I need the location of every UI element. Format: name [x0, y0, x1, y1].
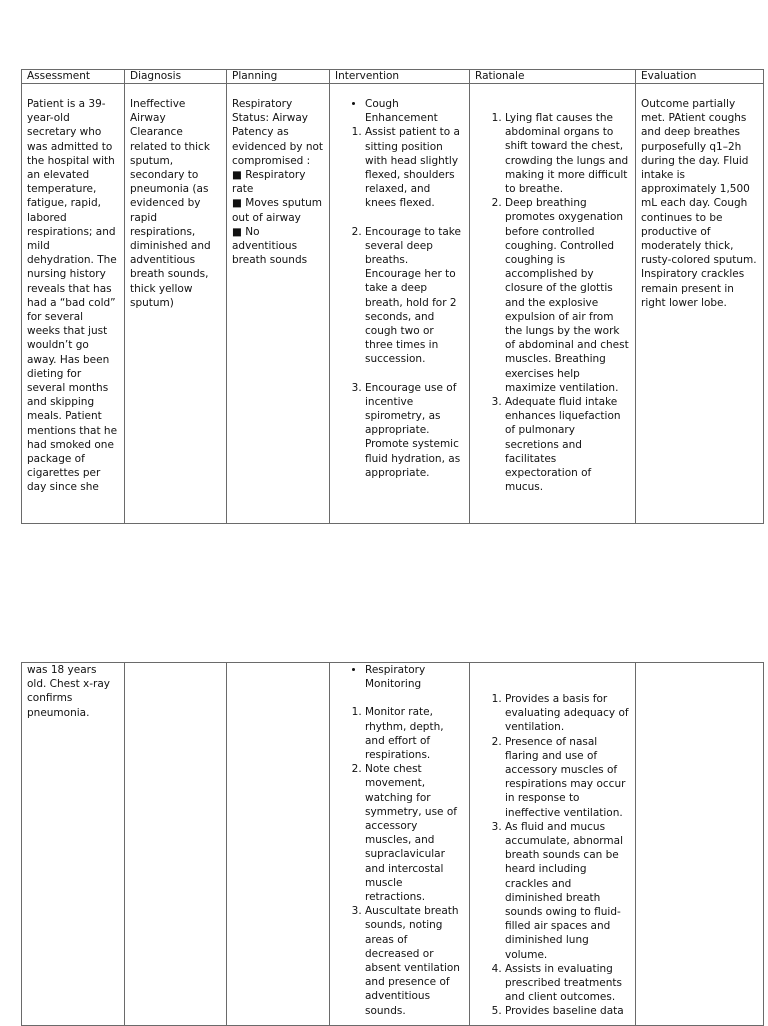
planning-cell [227, 84, 330, 524]
diagnosis-cell [125, 84, 227, 524]
intervention-cell [330, 84, 470, 524]
evaluation-cell [636, 84, 764, 524]
intervention-heading-list [335, 97, 464, 125]
header-planning: Planning [227, 70, 330, 84]
rationale-list [475, 692, 630, 1019]
assessment-text: Patient is a 39-year-old secretary who was admitted to the hospital with an elevated temperature, fatigue, rapid, labored respirations; and mild dehydration. The nursing history reveals that has had a “bad cold” for several weeks that just wouldn’t go away. Has been dieting for several months and skipping meals. Patient mentions that he had smoked one package of cigarettes per day since she [27, 98, 118, 494]
intervention-list [335, 125, 464, 480]
planning-item: ■ Respiratory rate [232, 169, 306, 196]
evaluation-text: Outcome partially met. PAtient coughs and deep breathes purposefully q1–2h during the day. Fluid intake is approximately 1,500 mL each day. Cough continues to be productive of moderately thick, rusty-colored sputum. Inspiratory crackles remain present in right lower lobe. [641, 98, 757, 309]
table-row [22, 84, 764, 524]
intervention-item: 3. Encourage use of incentive spirometry, as appropriate. Promote systemic fluid hydration, as appropriate. [365, 381, 464, 480]
assessment-cell [22, 84, 125, 524]
rationale-item: 2. Presence of nasal flaring and use of accessory muscles of respirations may occur in response to ineffective ventilation. [505, 735, 630, 820]
intervention-item: 2. Encourage to take several deep breaths. Encourage her to take a deep breath, hold for 2 seconds, and cough two or three times in succession. [365, 225, 464, 367]
rationale-item: 5. Provides baseline data [505, 1004, 630, 1018]
rationale-cell [470, 84, 636, 524]
rationale-cell [470, 663, 636, 1026]
intervention-item: 1. Assist patient to a sitting position with head slightly flexed, shoulders relaxed, and knees flexed. [365, 125, 464, 210]
planning-intro: Respiratory Status: Airway Patency as evidenced by not compromised : [232, 98, 324, 167]
rationale-item: 2. Deep breathing promotes oxygenation before controlled coughing. Controlled coughing is accomplished by closure of the glottis and the explosive expulsion of air from the lungs by the work of abdominal and chest muscles. Breathing exercises help maximize ventilation. [505, 196, 630, 395]
rationale-item: 3. As fluid and mucus accumulate, abnormal breath sounds can be heard including crackles and diminished breath sounds owing to fluid-filled air spaces and diminished lung volume. [505, 820, 630, 962]
planning-item: ■ Moves sputum out of airway [232, 197, 323, 224]
header-assessment: Assessment [22, 70, 125, 84]
intervention-cell [330, 663, 470, 1026]
intervention-item: 1. Monitor rate, rhythm, depth, and effort of respirations. [365, 705, 464, 762]
intervention-item: 3. Auscultate breath sounds, noting areas of decreased or absent ventilation and presence of adventitious sounds. [365, 904, 464, 1018]
spacer [475, 97, 630, 111]
header-evaluation: Evaluation [636, 70, 764, 84]
intervention-heading: • Respiratory Monitoring [365, 663, 464, 691]
planning-cell [227, 663, 330, 1026]
rationale-item: 1. Provides a basis for evaluating adequacy of ventilation. [505, 692, 630, 735]
diagnosis-text: Ineffective Airway Clearance related to thick sputum, secondary to pneumonia (as evidenced by rapid respirations, diminished and adventitious breath sounds, thick yellow sputum) [130, 98, 211, 309]
header-intervention: Intervention [330, 70, 470, 84]
assessment-cell [22, 663, 125, 1026]
evaluation-cell [636, 663, 764, 1026]
header-rationale: Rationale [470, 70, 636, 84]
intervention-list [335, 705, 464, 1017]
header-row [22, 70, 764, 84]
rationale-list [475, 111, 630, 494]
rationale-item: 1. Lying flat causes the abdominal organs to shift toward the chest, crowding the lungs and making it more difficult to breathe. [505, 111, 630, 196]
care-plan-table-top [21, 69, 764, 524]
assessment-continued-text: was 18 years old. Chest x-ray confirms pneumonia. [27, 664, 111, 719]
care-plan-table-continued [21, 662, 764, 1026]
rationale-item: 3. Adequate fluid intake enhances liquefaction of pulmonary secretions and facilitates expectoration of mucus. [505, 395, 630, 494]
table-row [22, 663, 764, 1026]
header-diagnosis: Diagnosis [125, 70, 227, 84]
rationale-item: 4. Assists in evaluating prescribed treatments and client outcomes. [505, 962, 630, 1005]
planning-item: ■ No adventitious breath sounds [232, 225, 308, 267]
intervention-item: 2. Note chest movement, watching for symmetry, use of accessory muscles, and supraclavicular and intercostal muscle retractions. [365, 762, 464, 904]
intervention-heading-list [335, 663, 464, 691]
intervention-heading: • Cough Enhancement [365, 97, 464, 125]
spacer [475, 663, 630, 692]
diagnosis-cell [125, 663, 227, 1026]
